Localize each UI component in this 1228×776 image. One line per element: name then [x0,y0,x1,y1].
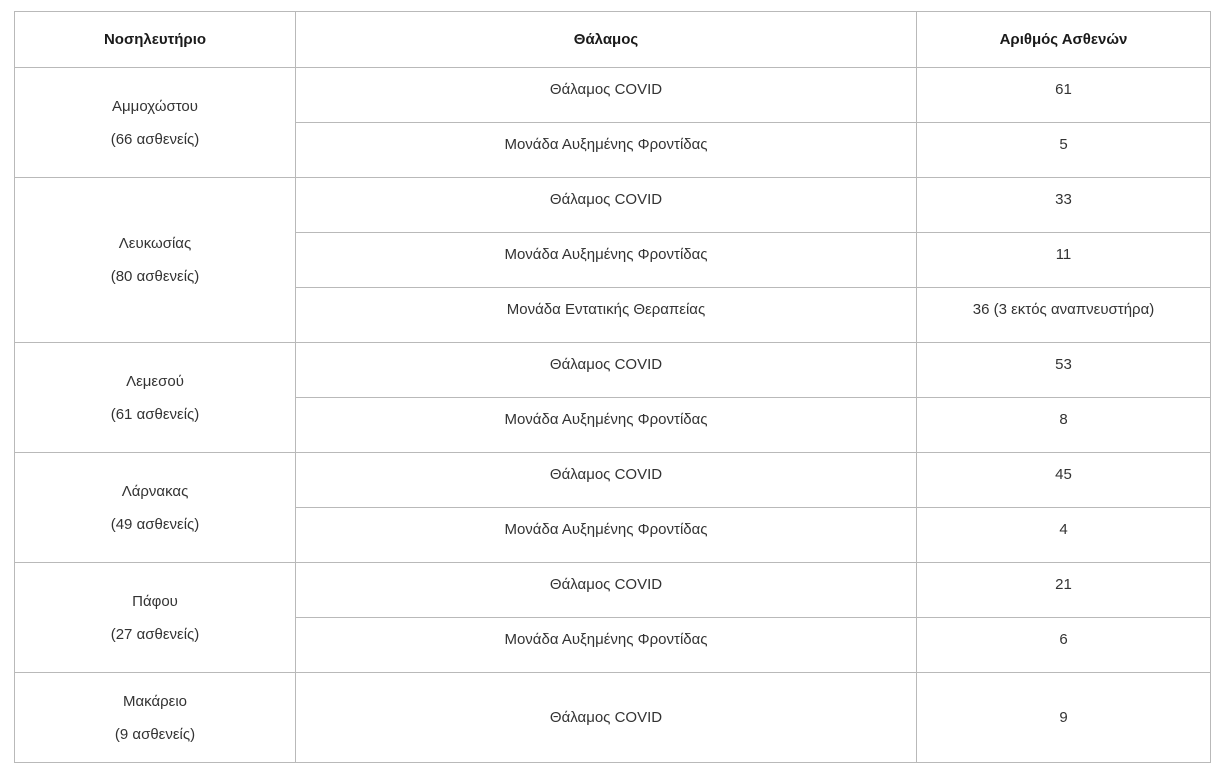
ward-name: Θάλαμος COVID [296,563,917,618]
hospital-name: Αμμοχώστου [112,97,198,115]
ward-name: Μονάδα Αυξημένης Φροντίδας [296,233,917,288]
ward-name: Μονάδα Αυξημένης Φροντίδας [296,398,917,453]
hospital-patient-count: (66 ασθενείς) [110,130,200,148]
ward-patients: 53 [917,343,1211,398]
ward-name: Θάλαμος COVID [296,68,917,123]
hospital-name: Πάφου [132,592,178,610]
hospital-name: Μακάρειο [122,692,188,710]
ward-name: Θάλαμος COVID [296,343,917,398]
table-header [15,12,1211,68]
ward-patients: 4 [917,508,1211,563]
hospital-cell [15,453,296,563]
header-patients: Αριθμός Ασθενών [917,12,1211,68]
header-hospital: Νοσηλευτήριο [15,12,296,68]
hospital-patient-count: (49 ασθενείς) [110,515,200,533]
hospital-patient-count: (27 ασθενείς) [110,625,200,643]
ward-patients: 33 [917,178,1211,233]
ward-patients: 5 [917,123,1211,178]
hospital-cell [15,563,296,673]
ward-name: Θάλαμος COVID [296,178,917,233]
hospital-cell [15,343,296,453]
hospital-name: Λευκωσίας [118,235,192,252]
ward-name: Μονάδα Αυξημένης Φροντίδας [296,123,917,178]
hospital-cell [15,178,296,343]
hospital-patient-count: (9 ασθενείς) [114,725,196,743]
table-body [15,68,1211,763]
ward-patients: 61 [917,68,1211,123]
ward-name: Θάλαμος COVID [296,673,917,763]
table-row [15,343,1211,398]
ward-patients: 8 [917,398,1211,453]
table-row [15,563,1211,618]
table-row [15,178,1211,233]
ward-patients: 11 [917,233,1211,288]
hospital-patient-count: (80 ασθενείς) [110,268,200,285]
header-row [15,12,1211,68]
table-row [15,68,1211,123]
ward-patients: 36 (3 εκτός αναπνευστήρα) [917,288,1211,343]
hospital-name: Λεμεσού [126,372,184,390]
ward-patients: 6 [917,618,1211,673]
hospital-patient-count: (61 ασθενείς) [110,405,200,423]
header-ward: Θάλαμος [296,12,917,68]
hospital-cell [15,673,296,763]
ward-name: Μονάδα Αυξημένης Φροντίδας [296,618,917,673]
ward-name: Θάλαμος COVID [296,453,917,508]
ward-patients: 21 [917,563,1211,618]
ward-name: Μονάδα Αυξημένης Φροντίδας [296,508,917,563]
ward-patients: 9 [917,673,1211,763]
table-row [15,453,1211,508]
ward-name: Μονάδα Εντατικής Θεραπείας [296,288,917,343]
ward-patients: 45 [917,453,1211,508]
hospital-name: Λάρνακας [121,482,189,500]
table-row [15,673,1211,763]
hospital-patients-table [14,11,1211,763]
hospital-cell [15,68,296,178]
